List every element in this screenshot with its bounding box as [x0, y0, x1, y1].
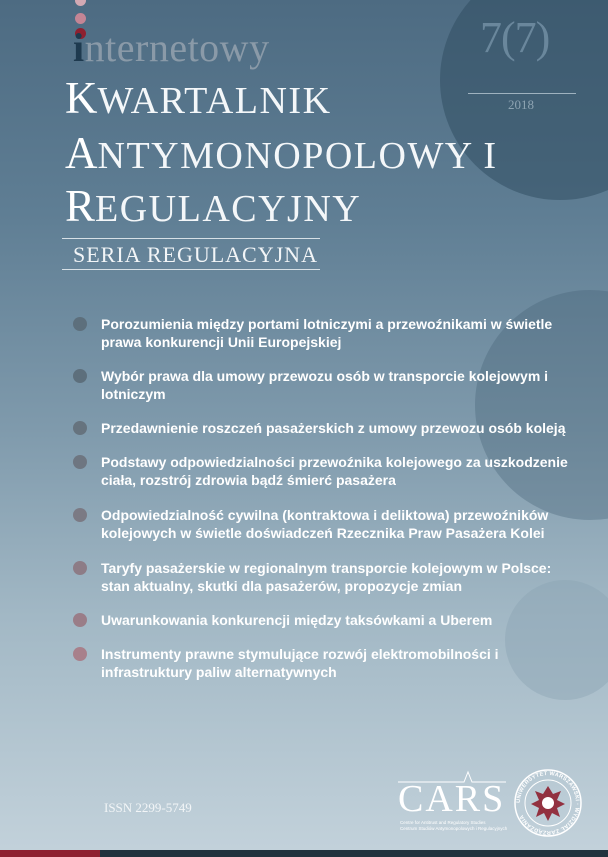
- journal-title-line-1: [65, 72, 332, 124]
- journal-title-line-2: [65, 127, 498, 179]
- series-divider-top: [62, 238, 320, 239]
- series-divider-bottom: [62, 269, 320, 270]
- article-title: Instrumenty prawne stymulujące rozwój elektromobilności i infrastruktury paliw alternatywnych: [101, 646, 499, 680]
- title-word-regulacyjny: EGULACYJNY: [95, 188, 362, 230]
- issn-number: ISSN 2299-5749: [104, 800, 192, 815]
- article-title: Podstawy odpowiedzialności przewoźnika kolejowego za uszkodzenie ciała, rozstrój zdrowia bądź śmierć pasażera: [101, 454, 568, 488]
- decorative-dot-light: [75, 0, 86, 6]
- journal-title-line-3: [65, 180, 361, 232]
- journal-title-internetowy: [73, 25, 270, 70]
- title-initial-r: R: [65, 181, 96, 231]
- article-title: Uwarunkowania konkurencji między taksówkami a Uberem: [101, 612, 493, 628]
- cars-logo: [398, 770, 506, 830]
- article-title: Porozumienia między portami lotniczymi a przewoźnikami w świetle prawa konkurencji Unii Europejskiej: [101, 316, 553, 350]
- bullet-icon: [73, 561, 87, 575]
- decorative-circle-bottom: [505, 580, 608, 700]
- bullet-icon: [73, 613, 87, 627]
- title-initial-i: i: [73, 25, 85, 70]
- cars-logo-text: CARS: [398, 778, 506, 820]
- article-title: Wybór prawa dla umowy przewozu osób w transporcie kolejowym i lotniczym: [101, 368, 549, 402]
- bullet-icon: [73, 421, 87, 435]
- title-word-kwartalnik: WARTALNIK: [97, 80, 332, 122]
- cars-subtitle-en: Centre for Antitrust and Regulatory Studies: [400, 820, 486, 825]
- title-word-internetowy: nternetowy: [84, 25, 270, 70]
- article-title: Taryfy pasażerskie w regionalnym transporcie kolejowym w Polsce: stan aktualny, skutki dla pasażerów, propozycje zmian: [101, 560, 552, 594]
- bullet-icon: [73, 508, 87, 522]
- university-seal-icon: [513, 768, 583, 838]
- bullet-icon: [73, 647, 87, 661]
- decorative-dot-medium: [75, 13, 86, 24]
- title-initial-k: K: [65, 73, 98, 123]
- article-title: Przedawnienie roszczeń pasażerskich z umowy przewozu osób koleją: [101, 420, 566, 436]
- issue-divider: [468, 93, 576, 94]
- title-word-antymonopolowy: NTYMONOPOLOWY I: [97, 135, 498, 177]
- article-title: Odpowiedzialność cywilna (kontraktowa i deliktowa) przewoźników kolejowych w świetle doświadczeń Rzecznika Praw Pasażera Kolei: [101, 507, 549, 541]
- bullet-icon: [73, 317, 87, 331]
- bullet-icon: [73, 455, 87, 469]
- bottom-accent-bar: [0, 850, 100, 857]
- issue-number: 7(7): [480, 13, 550, 62]
- title-initial-a: A: [65, 128, 98, 178]
- issue-year: 2018: [508, 97, 534, 112]
- cars-subtitle-pl: Centrum Studiów Antymonopolowych i Regulacyjnych: [400, 826, 508, 831]
- bullet-icon: [73, 369, 87, 383]
- series-name: SERIA REGULACYJNA: [73, 242, 318, 267]
- seal-text: UNIWERSYTET WARSZAWSKI · WYDZIAŁ ZARZĄDZANIA: [515, 770, 581, 836]
